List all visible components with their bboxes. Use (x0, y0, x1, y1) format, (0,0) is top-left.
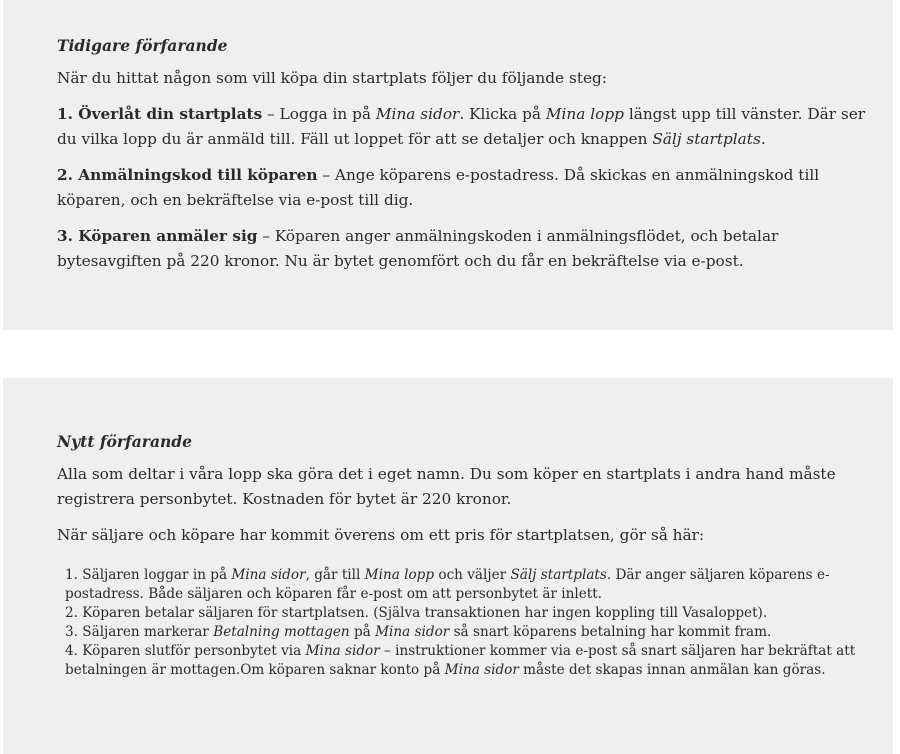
item-text: . Där anger säljaren köparens e-postadress. Både säljaren och köparen får e-post om att personbytet är inlett. (65, 567, 830, 602)
steps-list (65, 566, 869, 680)
emphasis-text: Mina lopp (545, 105, 624, 123)
emphasis-text: Mina sidor (444, 662, 519, 678)
emphasis-text: Mina sidor (231, 567, 306, 583)
step-text: . Klicka på (459, 105, 546, 123)
emphasis-text: Mina sidor (305, 643, 380, 659)
intro-text: Alla som deltar i våra lopp ska göra det i eget namn. Du som köper en startplats i andra hand måste registrera personbytet. Kostnaden för bytet är 220 kronor. (57, 465, 836, 508)
list-item (65, 604, 869, 623)
list-item (65, 642, 869, 680)
step-title: 3. Köparen anmäler sig (57, 227, 258, 245)
emphasis-text: Betalning mottagen (213, 624, 350, 640)
step-title: 1. Överlåt din startplats (57, 105, 263, 123)
section-heading: Tidigare förfarande (57, 36, 228, 55)
step-title: 2. Anmälningskod till köparen (57, 166, 318, 184)
step-text: – Logga in på (262, 105, 376, 123)
item-text: 3. Säljaren markerar (65, 624, 214, 640)
item-text: – instruktioner kommer via e-post så snart säljaren har bekräftat att betalningen är mottagen.Om köparen saknar konto på (65, 643, 856, 678)
item-text: på (349, 624, 376, 640)
item-text: och väljer (434, 567, 511, 583)
emphasis-text: Sälj startplats (510, 567, 607, 583)
new-procedure-section (3, 378, 893, 754)
item-text: 2. Köparen betalar säljaren för startplatsen. (Själva transaktionen har ingen koppling till Vasaloppet). (65, 605, 768, 621)
step-text: . (760, 130, 766, 148)
lead-text: När säljare och köpare har kommit överens om ett pris för startplatsen, gör så här: (57, 526, 705, 544)
step-text: längst upp till vänster. Där ser du vilka lopp du är anmäld till. Fäll ut loppet för att se detaljer och knappen (57, 105, 866, 148)
emphasis-text: Sälj startplats (652, 130, 761, 148)
step-text: – Ange köparens e-postadress. Då skickas en anmälningskod till köparen, och en bekräftelse via e-post till dig. (57, 166, 820, 209)
list-item (65, 566, 869, 604)
previous-procedure-section (3, 0, 893, 330)
emphasis-text: Mina lopp (364, 567, 435, 583)
item-text: 1. Säljaren loggar in på (65, 567, 232, 583)
item-text: så snart köparens betalning har kommit fram. (449, 624, 772, 640)
step-2 (57, 163, 869, 213)
step-3 (57, 224, 869, 274)
item-text: , går till (305, 567, 365, 583)
step-1 (57, 102, 869, 152)
emphasis-text: Mina sidor (375, 624, 450, 640)
list-item (65, 623, 869, 642)
intro-text: När du hittat någon som vill köpa din startplats följer du följande steg: (57, 69, 607, 87)
item-text: 4. Köparen slutför personbytet via (65, 643, 306, 659)
step-text: – Köparen anger anmälningskoden i anmälningsflödet, och betalar bytesavgiften på 220 kronor. Nu är bytet genomfört och du får en bekräftelse via e-post. (57, 227, 779, 270)
item-text: måste det skapas innan anmälan kan göras. (518, 662, 826, 678)
emphasis-text: Mina sidor (375, 105, 460, 123)
section-heading: Nytt förfarande (57, 432, 192, 451)
